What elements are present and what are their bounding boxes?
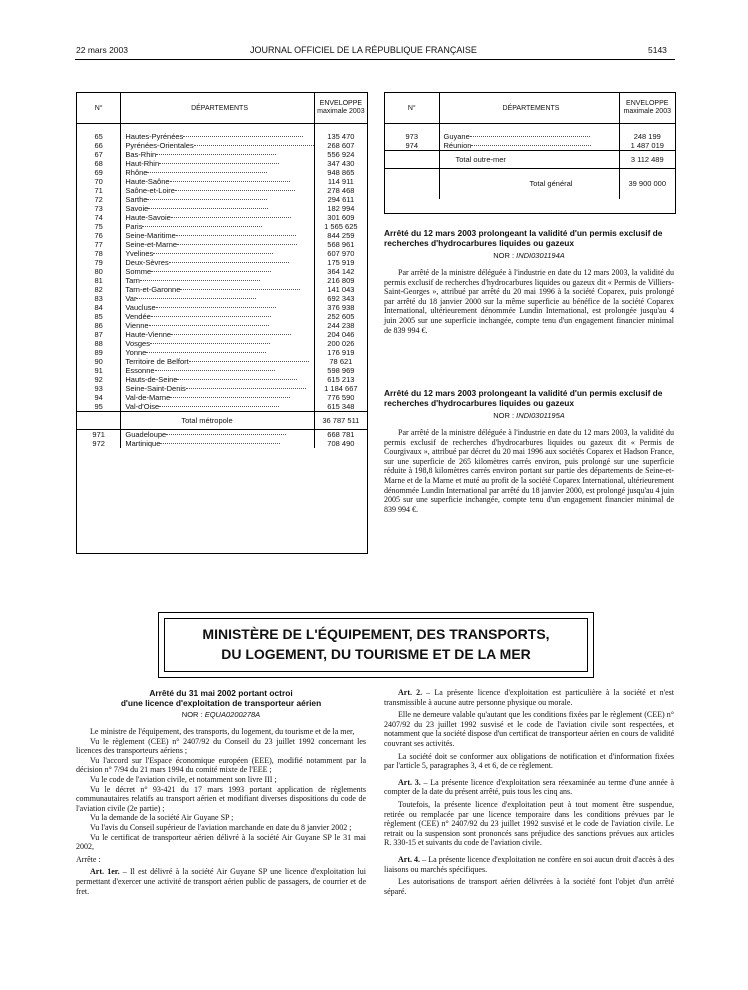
article-2 [384, 688, 674, 707]
table-row [77, 168, 367, 177]
visa-para-1: Vu le règlement (CEE) n° 2407/92 du Conseil du 23 juillet 1992 concernant les licences des transporteurs aériens ; [76, 736, 366, 756]
dept-name-cell [121, 348, 314, 357]
arrete-villiers-text: Par arrêté de la ministre déléguée à l'industrie en date du 12 mars 2003, la validité du permis exclusif de recherches d'hydrocarbures liquides ou gazeux dit « Permis de Villiers-Saint-Georges », attribué par arrêté du 20 mai 1996 à la société Coparex, puis prolongé par arrêté du 18 janvier 2000 sur la même superficie au bénéfice de la société Coparex International, ultérieurement dénommée Lundin International, est prolongée jusqu'au 4 juin 2005 sur une superficie inchangée, compte tenu d'un engagement financier minimal de 839 994 €. [384, 268, 674, 335]
left-department-table [77, 93, 367, 448]
dot-leader [186, 388, 306, 389]
table-row [77, 294, 367, 303]
nor-label: NOR : [181, 710, 205, 719]
table-row [77, 204, 367, 213]
dept-number: 71 [77, 186, 121, 195]
table-row [77, 177, 367, 186]
table-row [77, 402, 367, 412]
dept-envelope-value: 216 809 [327, 275, 355, 285]
header-rule [75, 59, 675, 60]
dept-name-cell [121, 357, 314, 366]
arrete-air-guyane-nor [76, 710, 366, 719]
dept-envelope-value: 1 487 019 [630, 140, 664, 150]
dept-name: Martinique [125, 438, 161, 448]
dept-number: 84 [77, 303, 121, 312]
dept-name-cell [121, 276, 314, 285]
dept-number: 93 [77, 384, 121, 393]
dot-leader [180, 289, 300, 290]
dept-name: Vosges [125, 338, 150, 348]
table-row [77, 240, 367, 249]
dept-name: Seine-et-Marne [125, 239, 178, 249]
dot-leader [140, 280, 260, 281]
dept-number: 68 [77, 159, 121, 168]
dept-name-cell [121, 339, 314, 348]
dept-name-cell [121, 168, 314, 177]
dot-leader [149, 325, 269, 326]
dept-name-cell [121, 294, 314, 303]
dept-name: Guyane [443, 131, 470, 141]
visa-para-7: Vu le certificat de transporteur aérien délivré à la société Air Guyane SP le 31 mai 2002, [76, 832, 366, 852]
article-3 [384, 778, 674, 797]
dept-name-cell [121, 429, 314, 439]
dept-name-cell [439, 141, 619, 151]
nor-label: NOR : [493, 251, 517, 260]
col-header-num: N° [77, 93, 121, 124]
dot-leader [142, 226, 262, 227]
dept-envelope-value: 607 970 [327, 248, 355, 258]
dept-name-cell [121, 330, 314, 339]
visa-para-0: Le ministre de l'équipement, des transports, du logement, du tourisme et de la mer, [90, 727, 355, 736]
dept-name: Haute-Saône [125, 176, 170, 186]
dept-envelope-value: 175 919 [327, 257, 355, 267]
table-row [77, 258, 367, 267]
table-row [77, 303, 367, 312]
col-header-envelope: ENVELOPPE maximale 2003 [619, 93, 675, 124]
dept-envelope-value: 294 611 [327, 194, 355, 204]
dot-leader [177, 244, 297, 245]
table-row [77, 330, 367, 339]
article-1-text: – Il est délivré à la société Air Guyane SP une licence d'exploitation lui permettant d'exercer une activité de transport aérien public de passagers, de courrier et de fret. [76, 867, 367, 896]
dot-leader [136, 298, 256, 299]
table-row [77, 439, 367, 448]
dept-number: 974 [385, 141, 439, 151]
dept-number: 77 [77, 240, 121, 249]
dot-leader [159, 406, 279, 407]
article-4-para-2: Les autorisations de transport aérien délivrées à la société font l'objet d'un arrêté séparé. [384, 877, 674, 896]
dept-name-cell [121, 150, 314, 159]
ministry-banner-line2: DU LOGEMENT, DU TOURISME ET DE LA MER [221, 646, 531, 662]
dept-number: 94 [77, 393, 121, 402]
dept-name-cell [121, 141, 314, 150]
dept-name-cell [121, 303, 314, 312]
dot-leader [148, 208, 268, 209]
table-row [77, 132, 367, 141]
visa-para-6: Vu l'avis du Conseil supérieur de l'aviation marchande en date du 8 janvier 2002 ; [90, 822, 352, 832]
dot-leader [471, 145, 591, 146]
dot-leader [189, 361, 309, 362]
dept-name-cell [121, 195, 314, 204]
dept-name-cell [121, 439, 314, 448]
dept-name: Hauts-de-Seine [125, 374, 178, 384]
dept-name: Tarn-et-Garonne [125, 284, 181, 294]
dot-leader [175, 190, 295, 191]
dept-name-cell [121, 285, 314, 294]
article-1 [76, 867, 366, 896]
dept-envelope-value: 301 609 [327, 212, 355, 222]
dept-name-cell [121, 204, 314, 213]
dept-envelope-value: 114 911 [327, 176, 354, 186]
dept-number: 91 [77, 366, 121, 375]
dept-name: Haute-Vienne [125, 329, 172, 339]
dot-leader [159, 163, 279, 164]
dept-number: 75 [77, 222, 121, 231]
dept-name-cell [121, 231, 314, 240]
table-row [385, 132, 675, 141]
total-general-value: 39 900 000 [628, 179, 667, 188]
dept-number: 82 [77, 285, 121, 294]
dept-name-cell [121, 267, 314, 276]
article-2-para-3: La société doit se conformer aux obligations de notification et d'information fixées par l'article 5, paragraphes 3, 4 et 6, de ce règlement. [384, 751, 674, 771]
dot-leader [153, 253, 273, 254]
total-metropole-row [77, 411, 367, 429]
arrete-courgivaux-text: Par arrêté de la ministre déléguée à l'industrie en date du 12 mars 2003, la validité du permis exclusif de recherches d'hydrocarbures liquides ou gazeux dit « Permis de Courgivaux », attribué par décret du 20 mai 1996 aux sociétés Coparex et Hadson France, sur une superficie de 265 kilomètres carrés environ, puis prolongé sur une superficie réduite à 198,8 kilomètres carrés environ portant sur partie des départements de Seine-et-Marne et de la Marne et muté au profit de la société Coparex International, ultérieurement dénommée Lundin International par arrêté du 18 janvier 2000, est prolongé jusqu'au 4 juin 2005 sur une superficie inchangée, compte tenu d'un engagement financier minimal de 839 994 €. [384, 428, 674, 514]
dept-name-cell [121, 222, 314, 231]
header-page-number: 5143 [648, 45, 667, 55]
arrete-air-guyane [76, 688, 366, 896]
dept-envelope-value: 1 565 625 [324, 221, 358, 231]
article-3-text: – La présente licence d'exploitation sera réexaminée au terme d'une année à compter de la date du présent arrêté, puis tous les cinq ans. [384, 777, 675, 797]
dept-name-cell [121, 258, 314, 267]
dept-name: Essonne [125, 365, 155, 375]
dot-leader [177, 379, 297, 380]
dept-name-cell [121, 249, 314, 258]
total-general-label: Total général [439, 168, 619, 199]
dept-name: Territoire de Belfort [125, 356, 189, 366]
table-row [77, 249, 367, 258]
dot-leader [150, 343, 270, 344]
table-row [77, 186, 367, 195]
dept-name-cell [121, 402, 314, 412]
dept-number: 72 [77, 195, 121, 204]
col-header-departments: DÉPARTEMENTS [439, 93, 619, 124]
dot-leader [160, 443, 280, 444]
dept-number: 76 [77, 231, 121, 240]
arrete-air-guyane-continued [384, 688, 674, 896]
dot-leader [170, 181, 290, 182]
nor-code: INDI0301195A [516, 411, 565, 420]
dept-name: Savoie [125, 203, 149, 213]
dot-leader [146, 352, 266, 353]
dot-leader [194, 145, 314, 146]
article-2-para-2: Elle ne demeure valable qu'autant que les conditions fixées par le règlement (CEE) n° 2407/92 du 23 juillet 1992 susvisé et le code de l'aviation civile sont respectées, et notamment que la société dispose d'un certificat de transporteur aérien en cours de validité couvrant ses activités. [384, 710, 674, 748]
dept-name: Yvelines [125, 248, 154, 258]
dot-leader [183, 136, 303, 137]
dept-name: Vienne [125, 320, 149, 330]
table-row [77, 339, 367, 348]
dept-envelope-value: 692 343 [327, 293, 355, 303]
total-outre-mer-label: Total outre-mer [439, 150, 619, 168]
dept-name: Sarthe [125, 194, 148, 204]
header-date: 22 mars 2003 [76, 45, 128, 55]
dept-name: Deux-Sèvres [125, 257, 169, 267]
dept-name-cell [121, 384, 314, 393]
nor-code: EQUA0200278A [204, 710, 261, 719]
arrete-air-guyane-title-1: Arrêté du 31 mai 2002 portant octroi [149, 688, 293, 698]
dept-number: 973 [385, 132, 439, 141]
dept-number: 65 [77, 132, 121, 141]
dept-name: Vaucluse [125, 302, 156, 312]
dept-envelope-value: 556 924 [327, 149, 355, 159]
dept-envelope-value: 615 213 [327, 374, 355, 384]
dept-envelope-value: 615 348 [327, 401, 355, 411]
table-row [77, 267, 367, 276]
dept-envelope-value: 135 470 [327, 131, 355, 141]
total-outre-mer-value: 3 112 489 [619, 150, 675, 168]
dept-name-cell [121, 366, 314, 375]
dept-envelope-value: 598 969 [327, 365, 355, 375]
dept-envelope-value: 278 468 [327, 185, 355, 195]
dot-leader [176, 235, 296, 236]
dept-envelope-value: 376 938 [327, 302, 355, 312]
visa-para-2: Vu l'accord sur l'Espace économique européen (EEE), modifié notamment par la décision n° 7/94 du 21 mars 1994 du comité mixte de l'EEE ; [76, 755, 366, 775]
dept-envelope-value: 708 490 [327, 438, 355, 448]
dept-name: Hautes-Pyrénées [125, 131, 184, 141]
arrete-air-guyane-title-2: d'une licence d'exploitation de transporteur aérien [120, 698, 322, 708]
dept-name-cell [121, 321, 314, 330]
ministry-banner-inner [164, 618, 588, 672]
visa-para-4: Vu le décret n° 93-421 du 17 mars 1993 portant application de règlements communautaires relatifs au transport aérien et modifiant diverses dispositions du code de l'aviation civile (2e partie) ; [76, 784, 366, 813]
dept-name: Pyrénées-Orientales [125, 140, 194, 150]
table-row [77, 357, 367, 366]
arrete-label: Arrête : [76, 854, 101, 864]
dept-number: 81 [77, 276, 121, 285]
dept-number: 92 [77, 375, 121, 384]
left-table-frame [76, 92, 368, 554]
dept-number: 972 [77, 439, 121, 448]
dept-name: Haute-Savoie [125, 212, 171, 222]
dept-name: Rhône [125, 167, 148, 177]
dot-leader [170, 397, 290, 398]
table-row [77, 285, 367, 294]
dept-name-cell [439, 132, 619, 141]
dept-name: Paris [125, 221, 143, 231]
dept-envelope-value: 948 865 [327, 167, 355, 177]
article-2-label: Art. 2. [398, 688, 423, 697]
arrete-villiers-title: Arrêté du 12 mars 2003 prolongeant la validité d'un permis exclusif de recherches d'hydrocarbures liquides ou gazeux [384, 228, 663, 248]
nor-code: INDI0301194A [516, 251, 565, 260]
arrete-courgivaux [384, 388, 674, 514]
dept-number: 87 [77, 330, 121, 339]
table-row [77, 393, 367, 402]
dept-number: 86 [77, 321, 121, 330]
col-header-envelope: ENVELOPPE maximale 2003 [314, 93, 367, 124]
article-1-label: Art. 1er. [90, 867, 120, 877]
dept-envelope-value: 347 430 [327, 158, 355, 168]
dept-envelope-value: 244 238 [327, 320, 355, 330]
ministry-banner-line1: MINISTÈRE DE L'ÉQUIPEMENT, DES TRANSPORTS, [202, 626, 550, 642]
dept-name: Yonne [125, 347, 147, 357]
arrete-courgivaux-title: Arrêté du 12 mars 2003 prolongeant la validité d'un permis exclusif de recherches d'hydrocarbures liquides ou gazeux [384, 388, 663, 408]
dept-name: Val-de-Marne [125, 392, 171, 402]
dept-name: Saône-et-Loire [125, 185, 175, 195]
dept-number: 89 [77, 348, 121, 357]
header-journal-title: JOURNAL OFFICIEL DE LA RÉPUBLIQUE FRANÇAISE [250, 45, 477, 55]
table-row [77, 375, 367, 384]
dept-name: Vendée [125, 311, 151, 321]
dept-envelope-value: 268 607 [327, 140, 355, 150]
dept-name: Seine-Saint-Denis [125, 383, 186, 393]
dept-number: 95 [77, 402, 121, 412]
dot-leader [151, 316, 271, 317]
dept-name-cell [121, 213, 314, 222]
table-row [77, 366, 367, 375]
table-row [77, 231, 367, 240]
dept-envelope-value: 248 199 [633, 131, 661, 141]
arrete-courgivaux-nor [384, 411, 674, 420]
dept-name: Bas-Rhin [125, 149, 157, 159]
table-row [77, 150, 367, 159]
arrete-villiers [384, 228, 674, 335]
dept-envelope-value: 844 259 [327, 230, 355, 240]
dept-name-cell [121, 393, 314, 402]
right-department-table [385, 93, 675, 199]
right-table-body [385, 124, 675, 151]
dept-number: 67 [77, 150, 121, 159]
dot-leader [151, 271, 271, 272]
dept-name: Var [125, 293, 137, 303]
table-row [385, 141, 675, 151]
dot-leader [156, 154, 276, 155]
dept-name-cell [121, 312, 314, 321]
right-table-totals [385, 150, 675, 199]
article-2-text: – La présente licence d'exploitation est particulière à la société et n'est transmissible à aucune autre personne physique ou morale. [384, 688, 674, 707]
dept-name: Somme [125, 266, 152, 276]
ministry-banner [158, 612, 594, 678]
dot-leader [147, 199, 267, 200]
table-row [77, 141, 367, 150]
article-3-para-2: Toutefois, la présente licence d'exploitation peut à tout moment être suspendue, retirée ou remplacée par une licence temporaire dans les conditions prévues par le règlement (CEE) n° 2407/92 du 23 juillet 1992 susvisé et le code de l'aviation civile. Le retrait ou la suspension sont prononcés sans préjudice des sanctions prévues aux articles R. 330-15 et suivants du code de l'aviation civile. [384, 799, 674, 848]
dept-number: 90 [77, 357, 121, 366]
dept-number: 66 [77, 141, 121, 150]
dept-number: 83 [77, 294, 121, 303]
dept-name: Haut-Rhin [125, 158, 160, 168]
dept-envelope-value: 200 026 [327, 338, 355, 348]
dept-number: 79 [77, 258, 121, 267]
dot-leader [156, 307, 276, 308]
table-row [77, 213, 367, 222]
dept-name-cell [121, 186, 314, 195]
table-row [77, 384, 367, 393]
dept-number: 85 [77, 312, 121, 321]
dept-name: Seine-Maritime [125, 230, 176, 240]
dept-number: 69 [77, 168, 121, 177]
dept-number: 971 [77, 429, 121, 439]
dept-number: 70 [77, 177, 121, 186]
visa-para-5: Vu la demande de la société Air Guyane SP ; [90, 813, 234, 823]
dept-number: 88 [77, 339, 121, 348]
dot-leader [171, 334, 291, 335]
nor-label: NOR : [493, 411, 517, 420]
table-row [77, 348, 367, 357]
visa-para-3: Vu le code de l'aviation civile, et notamment son livre III ; [90, 774, 277, 784]
table-row [77, 321, 367, 330]
dept-name: Val-d'Oise [125, 401, 160, 411]
dept-name-cell [121, 177, 314, 186]
dot-leader [470, 136, 590, 137]
dept-number: 78 [77, 249, 121, 258]
dept-envelope-value: 568 961 [327, 239, 355, 249]
dot-leader [166, 434, 286, 435]
dept-name: Tarn [125, 275, 140, 285]
table-row [77, 159, 367, 168]
dept-envelope-value: 176 919 [327, 347, 355, 357]
dept-name: Guadeloupe [125, 429, 167, 439]
table-row [77, 312, 367, 321]
dept-name-cell [121, 132, 314, 141]
dept-name-cell [121, 240, 314, 249]
article-4 [384, 855, 674, 874]
dept-envelope-value: 182 994 [327, 203, 355, 213]
dept-number: 74 [77, 213, 121, 222]
dept-name-cell [121, 159, 314, 168]
total-metropole-value: 36 787 511 [314, 411, 367, 429]
col-header-num: N° [385, 93, 439, 124]
dot-leader [169, 262, 289, 263]
arrete-villiers-nor [384, 251, 674, 260]
dept-name: Réunion [443, 140, 472, 150]
dept-number: 73 [77, 204, 121, 213]
table-row [77, 222, 367, 231]
article-4-text: – La présente licence d'exploitation ne confère en soi aucun droit d'accès à des liaisons ou marchés spécifiques. [384, 854, 674, 874]
article-4-label: Art. 4. [398, 854, 421, 864]
article-3-label: Art. 3. [398, 777, 421, 787]
dept-number: 80 [77, 267, 121, 276]
left-table-body [77, 124, 367, 448]
dept-envelope-value: 204 046 [327, 329, 355, 339]
dot-leader [171, 217, 291, 218]
dept-envelope-value: 141 043 [327, 284, 355, 294]
total-metropole-label: Total métropole [121, 411, 314, 429]
col-header-departments: DÉPARTEMENTS [121, 93, 314, 124]
table-row [77, 429, 367, 439]
dept-envelope-value: 252 605 [327, 311, 355, 321]
dept-name-cell [121, 375, 314, 384]
dept-envelope-value: 776 590 [327, 392, 355, 402]
dot-leader [155, 370, 275, 371]
dept-envelope-value: 364 142 [327, 266, 355, 276]
dept-envelope-value: 1 184 667 [324, 383, 358, 393]
dept-envelope-value: 668 781 [327, 429, 355, 439]
dept-envelope-value: 78 621 [329, 356, 353, 366]
right-table-frame [384, 92, 676, 214]
table-row [77, 195, 367, 204]
table-row [77, 276, 367, 285]
dot-leader [147, 172, 267, 173]
